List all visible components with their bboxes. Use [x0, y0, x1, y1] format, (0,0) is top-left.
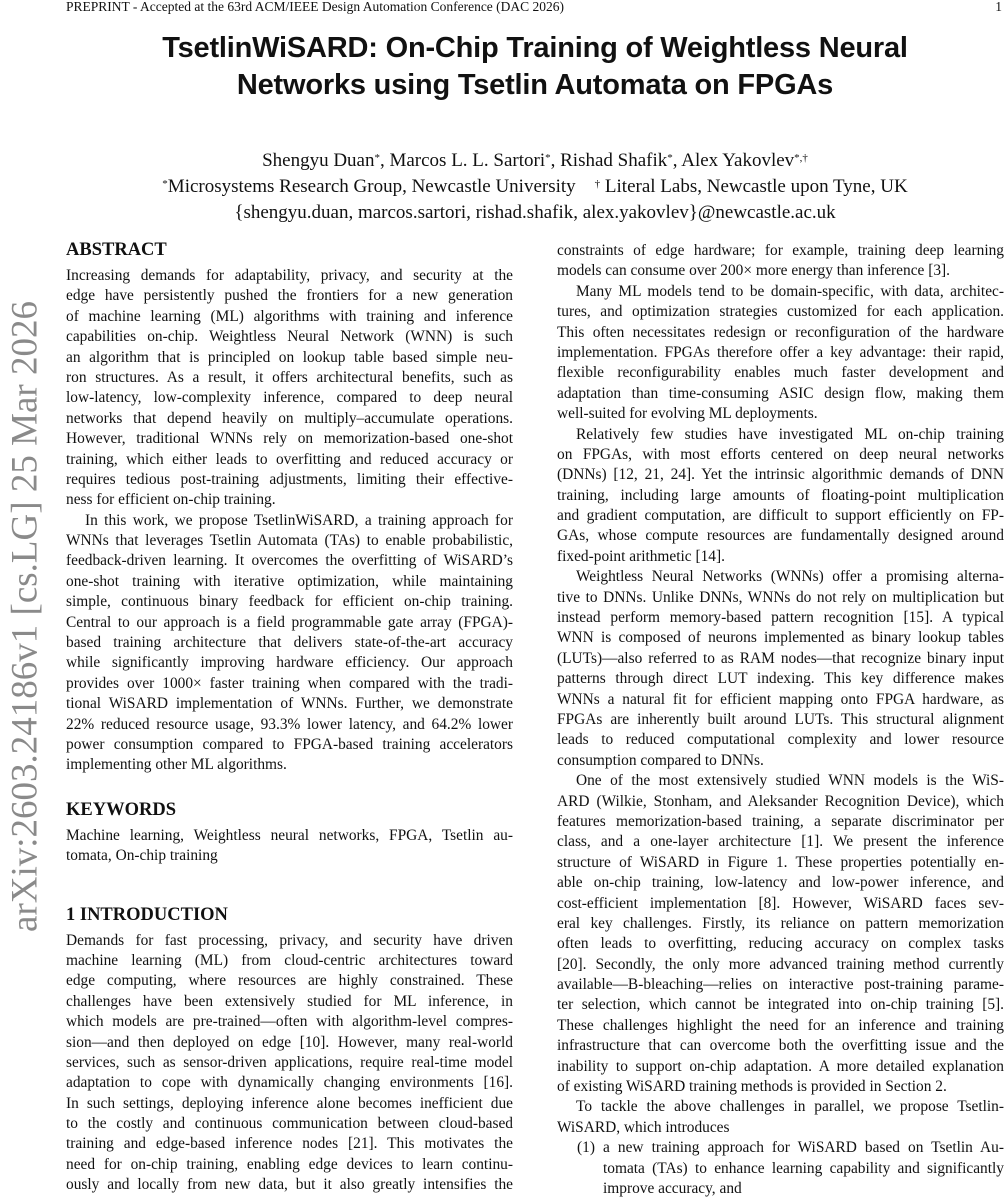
- text-line: Increasing demands for adaptability, privacy, and security at the: [66, 267, 513, 284]
- text-line: leads to reduced computational complexity and lower resource: [557, 731, 1004, 749]
- paragraph: [66, 266, 513, 511]
- paragraph: [66, 826, 513, 867]
- text-line: based training architecture that delivers state-of-the-art accuracy: [66, 634, 513, 652]
- text-line: (LUTs)—also referred to as RAM nodes—that recognize binary input: [557, 649, 1004, 667]
- text-line: machine learning (ML) from cloud-centric architectures toward: [66, 951, 513, 969]
- text-line: one-shot training with iterative optimization, while maintaining: [66, 572, 513, 590]
- text-line: training, including large amounts of floating-point multiplication: [557, 486, 1004, 504]
- text-line: training and edge-based inference nodes [21]. This motivates the: [66, 1135, 513, 1153]
- text-line: adaptation than time-consuming ASIC design flow, making them: [557, 384, 1004, 402]
- text-line: training, which either leads to overfitting and reduced accuracy or: [66, 450, 513, 468]
- paragraph: [66, 931, 513, 1196]
- text-line: services, such as sensor-driven applications, require real-time model: [66, 1053, 513, 1071]
- paragraph: [557, 1097, 1004, 1138]
- text-line: This often necessitates redesign or reconfiguration of the hardware: [557, 323, 1004, 341]
- text-line: eral key challenges. Firstly, its reliance on pattern memorization: [557, 914, 1004, 932]
- text-line: class, and a one-layer architecture [1]. We present the inference: [557, 833, 1004, 851]
- section-heading: ABSTRACT: [66, 240, 167, 260]
- text-line: need for on-chip training, enabling edge devices to learn continu-: [66, 1155, 513, 1173]
- text-line: models can consume over 200× more energy than inference [3].: [557, 262, 951, 280]
- author-name: Marcos L. L. Sartori: [389, 150, 546, 171]
- paragraph: [557, 425, 1004, 568]
- author-block: [60, 148, 1006, 226]
- text-line: Relatively few studies have investigated ML on-chip training: [576, 425, 1004, 443]
- paragraph: [557, 771, 1004, 1097]
- text-line: [20]. Secondly, the only more advanced training method currently: [557, 955, 1004, 973]
- text-line: feedback-driven learning. It overcomes the overfitting of WiSARD’s: [66, 552, 513, 570]
- title-line: TsetlinWiSARD: On-Chip Training of Weightless Neural: [162, 32, 908, 64]
- affiliation-mark: †: [594, 178, 601, 190]
- page-number: 1: [995, 0, 1002, 14]
- text-line: patterns through direct LUT indexing. This key difference makes: [557, 670, 1004, 688]
- arxiv-stamp: arXiv:2603.24186v1 [cs.LG] 25 Mar 2026: [4, 301, 46, 932]
- author-emails: {shengyu.duan, marcos.sartori, rishad.shafik, alex.yakovlev}@newcastle.ac.uk: [234, 202, 836, 223]
- text-line: and gradient computation, are difficult to support efficiently on FP-: [557, 507, 1004, 525]
- title-line: Networks using Tsetlin Automata on FPGAs: [236, 69, 834, 101]
- text-line: instead perform memory-based pattern recognition [15]. A typical: [557, 609, 1004, 627]
- text-line: However, traditional WNNs rely on memorization-based one-shot: [66, 430, 513, 448]
- text-line: tional WiSARD implementation of WNNs. Further, we demonstrate: [66, 695, 513, 713]
- text-line: Machine learning, Weightless neural networks, FPGA, Tsetlin au-: [66, 826, 513, 844]
- text-line: on FPGAs, with most efforts centered on deep neural networks: [557, 445, 1004, 463]
- paper-title: [60, 30, 1006, 104]
- text-line: able on-chip training, low-latency and low-power inference, and: [557, 874, 1004, 892]
- running-header: PREPRINT - Accepted at the 63rd ACM/IEEE Design Automation Conference (DAC 2026): [66, 0, 565, 14]
- text-line: of machine learning (ML) algorithms with training and inference: [66, 307, 513, 325]
- text-line: GAs, whose compute resources are fundamentally designed around: [557, 527, 1004, 545]
- text-line: (DNNs) [12, 21, 24]. Yet the intrinsic algorithmic demands of DNN: [557, 466, 1004, 484]
- text-line: ously and locally from new data, but it also greatly intensifies the: [66, 1176, 513, 1194]
- text-line: improve accuracy, and: [603, 1179, 742, 1197]
- text-line: One of the most extensively studied WNN models is the WiS-: [576, 772, 1004, 790]
- text-line: WNNs a natural fit for efficient mapping onto FPGA hardware, as: [557, 690, 1004, 708]
- text-line: low-latency, low-complexity inference, compared to deep neural: [66, 389, 513, 407]
- text-line: fixed-point arithmetic [14].: [557, 547, 725, 565]
- text-line: ron structures. As a result, it offers architectural benefits, such as: [66, 368, 513, 386]
- author-mark: *,†: [794, 152, 808, 164]
- text-line: structure of WiSARD in Figure 1. These properties potentially en-: [557, 853, 1004, 871]
- text-line: In this work, we propose TsetlinWiSARD, a training approach for: [85, 511, 513, 529]
- text-line: sion—and then deployed on edge [10]. However, many real-world: [66, 1033, 513, 1051]
- left-column: [66, 239, 513, 1196]
- text-line: ARD (Wilkie, Stonham, and Aleksander Recognition Device), which: [557, 792, 1004, 810]
- affiliation-mark: *: [162, 178, 168, 190]
- text-line: a new training approach for WiSARD based on Tsetlin Au-: [603, 1139, 1004, 1157]
- paragraph: [557, 282, 1004, 425]
- text-line: tomata (TAs) to enhance learning capability and significantly: [603, 1159, 1004, 1177]
- author-mark: *: [374, 152, 380, 164]
- text-line: implementing other ML algorithms.: [66, 756, 287, 774]
- list-item: [557, 1138, 1004, 1199]
- text-line: capabilities on-chip. Weightless Neural Network (WNN) is such: [66, 328, 513, 346]
- text-line: challenges have been extensively studied for ML inference, in: [66, 992, 513, 1010]
- text-line: edge have persistently pushed the frontiers for a new generation: [66, 287, 513, 305]
- text-line: In such settings, deploying inference alone becomes inefficient due: [66, 1094, 513, 1112]
- text-line: ness for efficient on-chip training.: [66, 491, 276, 509]
- text-line: while significantly improving hardware efficiency. Our approach: [66, 654, 513, 672]
- text-line: WNNs that leverages Tsetlin Automata (TAs) to enable probabilistic,: [66, 532, 513, 550]
- text-line: power consumption compared to FPGA-based training accelerators: [66, 735, 513, 753]
- list-number: (1): [577, 1139, 595, 1157]
- paragraph: [66, 511, 513, 776]
- section-heading: 1 INTRODUCTION: [66, 904, 228, 925]
- affiliation: Microsystems Research Group, Newcastle University: [167, 176, 576, 197]
- text-line: cost-efficient implementation [8]. However, WiSARD faces sev-: [557, 894, 1004, 912]
- text-line: Many ML models tend to be domain-specific, with data, architec-: [576, 282, 1004, 300]
- text-line: implementation. FPGAs therefore offer a key advantage: their rapid,: [557, 343, 1004, 361]
- text-line: inability to support on-chip adaptation. A more detailed explanation: [557, 1057, 1004, 1075]
- text-line: provides over 1000× faster training when compared with the tradi-: [66, 674, 513, 692]
- text-line: 22% reduced resource usage, 93.3% lower latency, and 64.2% lower: [66, 715, 513, 733]
- author-names: Shengyu Duan*, Marcos L. L. Sartori*, Rishad Shafik*, Alex Yakovlev*,†: [262, 150, 808, 171]
- text-line: These challenges highlight the need for an inference and training: [557, 1016, 1004, 1034]
- author-mark: *: [545, 152, 551, 164]
- text-line: often leads to overfitting, reducing accuracy on complex tasks: [557, 935, 1004, 953]
- text-line: WiSARD, which introduces: [557, 1118, 730, 1136]
- text-line: available—B-bleaching—relies on interactive post-training parame-: [557, 976, 1004, 994]
- paragraph: [557, 567, 1004, 771]
- affiliations: [60, 174, 1006, 200]
- text-line: simple, continuous binary feedback for efficient on-chip training.: [66, 593, 513, 611]
- text-line: consumption compared to DNNs.: [557, 751, 764, 769]
- text-line: an algorithm that is principled on lookup table based simple neu-: [66, 348, 513, 366]
- text-line: FPGAs are inherently built around LUTs. This structural alignment: [557, 710, 1004, 728]
- author-name: Shengyu Duan: [262, 150, 375, 171]
- text-line: infrastructure that can overcome both the overfitting issue and the: [557, 1037, 1004, 1055]
- author-name: Alex Yakovlev: [681, 150, 795, 171]
- text-line: tures, and optimization strategies customized for each application.: [557, 303, 1004, 321]
- text-line: Weightless Neural Networks (WNNs) offer a promising alterna-: [576, 568, 1004, 586]
- section-heading: KEYWORDS: [66, 799, 176, 820]
- text-line: tive to DNNs. Unlike DNNs, WNNs do not rely on multiplication but: [557, 588, 1004, 606]
- author-name: Rishad Shafik: [560, 150, 668, 171]
- affiliation: Literal Labs, Newcastle upon Tyne, UK: [600, 176, 908, 197]
- text-line: ter selection, which cannot be integrated into on-chip training [5].: [557, 996, 1004, 1014]
- text-line: adaptation to cope with dynamically changing environments [16].: [66, 1074, 513, 1092]
- text-line: requires tedious post-training adjustments, limiting their effective-: [66, 470, 513, 488]
- text-line: Demands for fast processing, privacy, and security have driven: [66, 931, 513, 949]
- text-line: Central to our approach is a field programmable gate array (FPGA)-: [66, 613, 513, 631]
- text-line: constraints of edge hardware; for example, training deep learning: [557, 242, 1004, 259]
- text-line: networks that depend heavily on multiply–accumulate operations.: [66, 409, 513, 427]
- text-line: flexible reconfigurability enables much faster development and: [557, 364, 1004, 382]
- text-line: features memorization-based training, a separate discriminator per: [557, 812, 1004, 830]
- paragraph: [557, 241, 1004, 282]
- right-column: [557, 241, 1004, 1199]
- text-line: WNN is composed of neurons implemented as binary lookup tables: [557, 629, 1004, 647]
- text-line: to the costly and continuous communication between cloud-based: [66, 1115, 513, 1133]
- text-line: tomata, On-chip training: [66, 847, 218, 865]
- text-line: well-suited for evolving ML deployments.: [557, 405, 818, 423]
- text-line: which models are pre-trained—often with algorithm-level compres-: [66, 1013, 513, 1031]
- text-line: of existing WiSARD training methods is provided in Section 2.: [557, 1078, 947, 1096]
- text-line: edge computing, where resources are highly constrained. These: [66, 972, 513, 990]
- author-mark: *: [667, 152, 673, 164]
- text-line: To tackle the above challenges in parallel, we propose Tsetlin-: [576, 1098, 1004, 1116]
